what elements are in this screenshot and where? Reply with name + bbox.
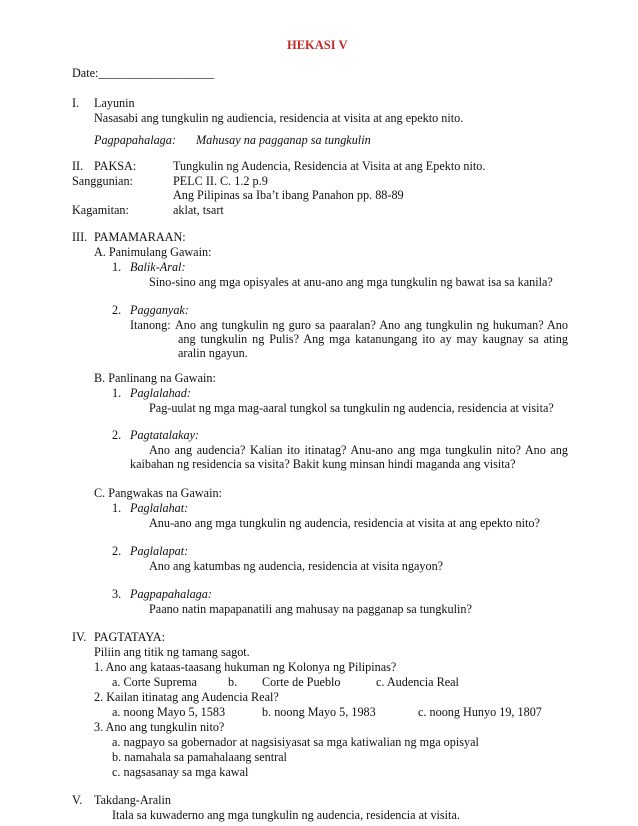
section-5-text: Itala sa kuwaderno ang mga tungkulin ng audencia, residencia at visita. xyxy=(112,808,460,822)
c3-text: Paano natin mapapanatili ang mahusay na pagganap sa tungkulin? xyxy=(149,602,472,616)
a2-label: Itanong: xyxy=(130,318,171,332)
sanggunian-2: Ang Pilipinas sa Iba’t ibang Panahon pp. 88-89 xyxy=(173,188,404,202)
a2-text: Ano ang tungkulin ng guro sa paaralan? Ano ang tungkulin ng hukuman? Ano ang tungkulin ng Pulis? Ang mga katanungang ito ay may kaugnay sa ating aralin ngayun. xyxy=(175,318,568,360)
section-5-number: V. xyxy=(72,793,83,807)
question-1: 1. Ano ang kataas-taasang hukuman ng Kolonya ng Pilipinas? xyxy=(94,660,397,674)
paksa-text: Tungkulin ng Audencia, Residencia at Visita at ang Epekto nito. xyxy=(173,159,486,173)
q3-choice-b: b. namahala sa pamahalaang sentral xyxy=(112,750,287,764)
a2-title: Pagganyak: xyxy=(130,303,189,317)
kagamitan-label: Kagamitan: xyxy=(72,203,129,217)
paksa-label: PAKSA: xyxy=(94,159,137,173)
q1-choice-b: Corte de Pueblo xyxy=(262,675,341,689)
a1-number: 1. xyxy=(112,260,122,274)
c1-number: 1. xyxy=(112,501,122,515)
c1-text: Anu-ano ang mga tungkulin ng audencia, residencia at visita at ang epekto nito? xyxy=(149,516,540,530)
q2-choice-b: b. noong Mayo 5, 1983 xyxy=(262,705,376,719)
b1-number: 1. xyxy=(112,386,122,400)
section-4-number: IV. xyxy=(72,630,87,644)
q3-choice-c: c. nagsasanay sa mga kawal xyxy=(112,765,249,779)
section-1-objective: Nasasabi ang tungkulin ng audiencia, residencia at visita at ang epekto nito. xyxy=(94,111,464,125)
date-line: Date:___________________ xyxy=(72,66,215,80)
pagpapahalaga-label: Pagpapahalaga: xyxy=(94,133,176,147)
section-5-heading: Takdang-Aralin xyxy=(94,793,171,807)
a2-number: 2. xyxy=(112,303,122,317)
kagamitan-text: aklat, tsart xyxy=(173,203,224,217)
q1-choice-c: c. Audencia Real xyxy=(376,675,459,689)
sanggunian-1: PELC II. C. 1.2 p.9 xyxy=(173,174,268,188)
section-1-heading: Layunin xyxy=(94,96,135,110)
quiz-instruction: Piliin ang titik ng tamang sagot. xyxy=(94,645,250,659)
section-3-number: III. xyxy=(72,230,88,244)
c2-title: Paglalapat: xyxy=(130,544,189,558)
b1-title: Paglalahad: xyxy=(130,386,191,400)
c3-title: Pagpapahalaga: xyxy=(130,587,212,601)
b2-number: 2. xyxy=(112,428,122,442)
q2-choice-c: c. noong Hunyo 19, 1807 xyxy=(418,705,542,719)
subsection-b-heading: B. Panlinang na Gawain: xyxy=(94,371,216,385)
b1-text: Pag-uulat ng mga mag-aaral tungkol sa tungkulin ng audencia, residencia at visita? xyxy=(149,401,554,415)
q3-choice-a: a. nagpayo sa gobernador at nagsisiyasat sa mga katiwalian ng mga opisyal xyxy=(112,735,479,749)
c3-number: 3. xyxy=(112,587,122,601)
section-3-heading: PAMAMARAAN: xyxy=(94,230,186,244)
q1-choice-b-letter: b. xyxy=(228,675,238,689)
b2-title: Pagtatalakay: xyxy=(130,428,200,442)
c1-title: Paglalahat: xyxy=(130,501,189,515)
a1-title: Balik-Aral: xyxy=(130,260,186,274)
question-2: 2. Kailan itinatag ang Audencia Real? xyxy=(94,690,279,704)
c2-text: Ano ang katumbas ng audencia, residencia at visita ngayon? xyxy=(149,559,444,573)
a1-text: Sino-sino ang mga opisyales at anu-ano ang mga tungkulin ng bawat isa sa kanila? xyxy=(149,275,553,289)
section-1-number: I. xyxy=(72,96,80,110)
question-3: 3. Ano ang tungkulin nito? xyxy=(94,720,225,734)
pagpapahalaga-text: Mahusay na pagganap sa tungkulin xyxy=(196,133,371,147)
section-2-number: II. xyxy=(72,159,84,173)
q1-choice-a: a. Corte Suprema xyxy=(112,675,197,689)
b2-text: Ano ang audencia? Kalian ito itinatag? Anu-ano ang mga tungkulin nito? Ano ang kaibahan ng residencia sa visita? Bakit kung minsan hindi maganda ang visita? xyxy=(130,443,568,471)
document-title: HEKASI V xyxy=(287,38,348,52)
subsection-c-heading: C. Pangwakas na Gawain: xyxy=(94,486,222,500)
section-4-heading: PAGTATAYA: xyxy=(94,630,165,644)
sanggunian-label: Sanggunian: xyxy=(72,174,133,188)
q2-choice-a: a. noong Mayo 5, 1583 xyxy=(112,705,226,719)
subsection-a-heading: A. Panimulang Gawain: xyxy=(94,245,212,259)
c2-number: 2. xyxy=(112,544,122,558)
